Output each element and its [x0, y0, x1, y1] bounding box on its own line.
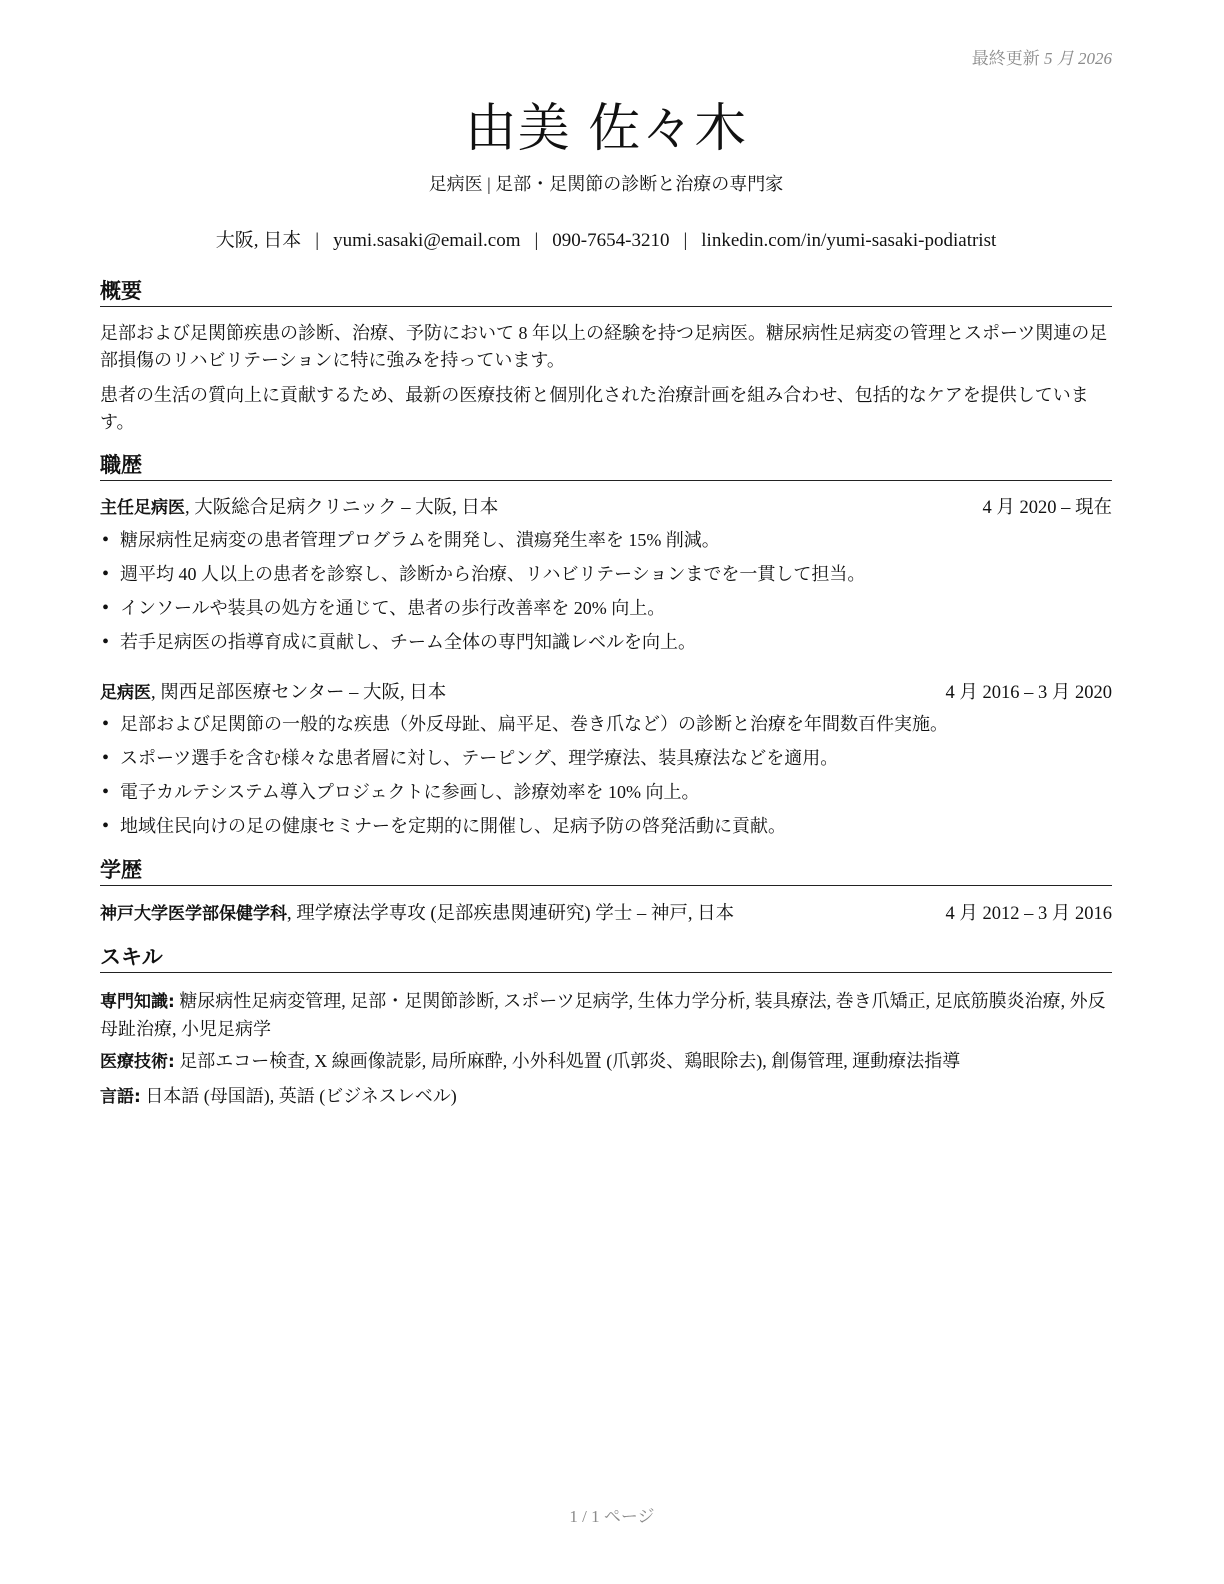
page-number: 1 / 1 ページ	[569, 1507, 655, 1526]
contact-phone[interactable]: 090-7654-3210	[552, 230, 670, 251]
job-header	[100, 496, 1112, 520]
list-item: • 若手足病医の指導育成に貢献し、チーム全体の専門知識レベルを向上。	[100, 630, 1112, 664]
skill-value: 日本語 (母国語), 英語 (ビジネスレベル)	[140, 1086, 457, 1106]
skill-label: 医療技術:	[100, 1052, 175, 1072]
skill-label: 専門知識:	[100, 992, 175, 1012]
summary-paragraph: 患者の生活の質向上に貢献するため、最新の医療技術と個別化された治療計画を組み合わせ、包括的なケアを提供しています。	[100, 385, 1089, 432]
job-bullets	[100, 528, 1112, 664]
education-detail: , 理学療法学専攻 (足部疾患関連研究) 学士 – 神戸, 日本	[287, 904, 735, 924]
education-entry	[100, 902, 1112, 926]
last-updated	[972, 44, 1112, 69]
job-dates: 4 月 2020 – 現在	[982, 498, 1112, 518]
skill-label: 言語:	[100, 1087, 141, 1107]
skill-value: 糖尿病性足病変管理, 足部・足関節診断, スポーツ足病学, 生体力学分析, 装具療法, 巻き爪矯正, 足底筋膜炎治療, 外反母趾治療, 小児足病学	[100, 991, 1106, 1039]
contact-location: 大阪, 日本	[215, 230, 302, 251]
job-bullets	[100, 712, 1112, 848]
candidate-name: 由美 佐々木	[464, 99, 748, 159]
summary-paragraph: 足部および足関節疾患の診断、治療、予防において 8 年以上の経験を持つ足病医。糖尿病性足病変の管理とスポーツ関連の足部損傷のリハビリテーションに特に強みを持っています。	[100, 323, 1108, 370]
skill-line	[100, 1083, 1112, 1111]
job-title: 足病医	[100, 683, 151, 703]
experience-heading: 職歴	[100, 452, 1112, 481]
list-item: • 電子カルテシステム導入プロジェクトに参画し、診療効率を 10% 向上。	[100, 780, 1112, 814]
last-updated-label: 最終更新	[971, 49, 1040, 68]
job-title: 主任足病医	[100, 498, 185, 518]
job-dates: 4 月 2016 – 3 月 2020	[945, 683, 1112, 703]
list-item: • スポーツ選手を含む様々な患者層に対し、テーピング、理学療法、装具療法などを適用。	[100, 746, 1112, 780]
contact-separator: |	[534, 230, 539, 251]
job-header	[100, 681, 1112, 705]
school-name: 神戸大学医学部保健学科	[100, 904, 287, 924]
skill-value: 足部エコー検査, X 線画像読影, 局所麻酔, 小外科処置 (爪郭炎、鶏眼除去), 創傷管理, 運動療法指導	[174, 1051, 961, 1071]
contact-separator: |	[315, 230, 320, 251]
contact-linkedin[interactable]: linkedin.com/in/yumi-sasaki-podiatrist	[701, 230, 997, 251]
skills-heading: スキル	[100, 944, 1112, 973]
skill-line	[100, 1048, 1112, 1076]
list-item: • 足部および足関節の一般的な疾患（外反母趾、扁平足、巻き爪など）の診断と治療を年間数百件実施。	[100, 712, 1112, 746]
last-updated-date: 5 月 2026	[1044, 49, 1112, 68]
education-dates: 4 月 2012 – 3 月 2016	[945, 904, 1112, 924]
list-item: • 週平均 40 人以上の患者を診察し、診断から治療、リハビリテーションまでを一貫して担当。	[100, 562, 1112, 596]
job-org: , 関西足部医療センター – 大阪, 日本	[151, 683, 447, 703]
contact-line	[100, 225, 1112, 252]
list-item: • 糖尿病性足病変の患者管理プログラムを開発し、潰瘍発生率を 15% 削減。	[100, 528, 1112, 562]
education-heading: 学歴	[100, 857, 1112, 886]
tagline: 足病医 | 足部・足関節の診断と治療の専門家	[428, 174, 784, 194]
summary-heading: 概要	[100, 278, 1112, 307]
skill-line	[100, 988, 1112, 1043]
list-item: • インソールや装具の処方を通じて、患者の歩行改善率を 20% 向上。	[100, 596, 1112, 630]
contact-email[interactable]: yumi.sasaki@email.com	[333, 230, 521, 251]
contact-separator: |	[683, 230, 688, 251]
job-org: , 大阪総合足病クリニック – 大阪, 日本	[185, 498, 499, 518]
list-item: • 地域住民向けの足の健康セミナーを定期的に開催し、足病予防の啓発活動に貢献。	[100, 814, 1112, 848]
